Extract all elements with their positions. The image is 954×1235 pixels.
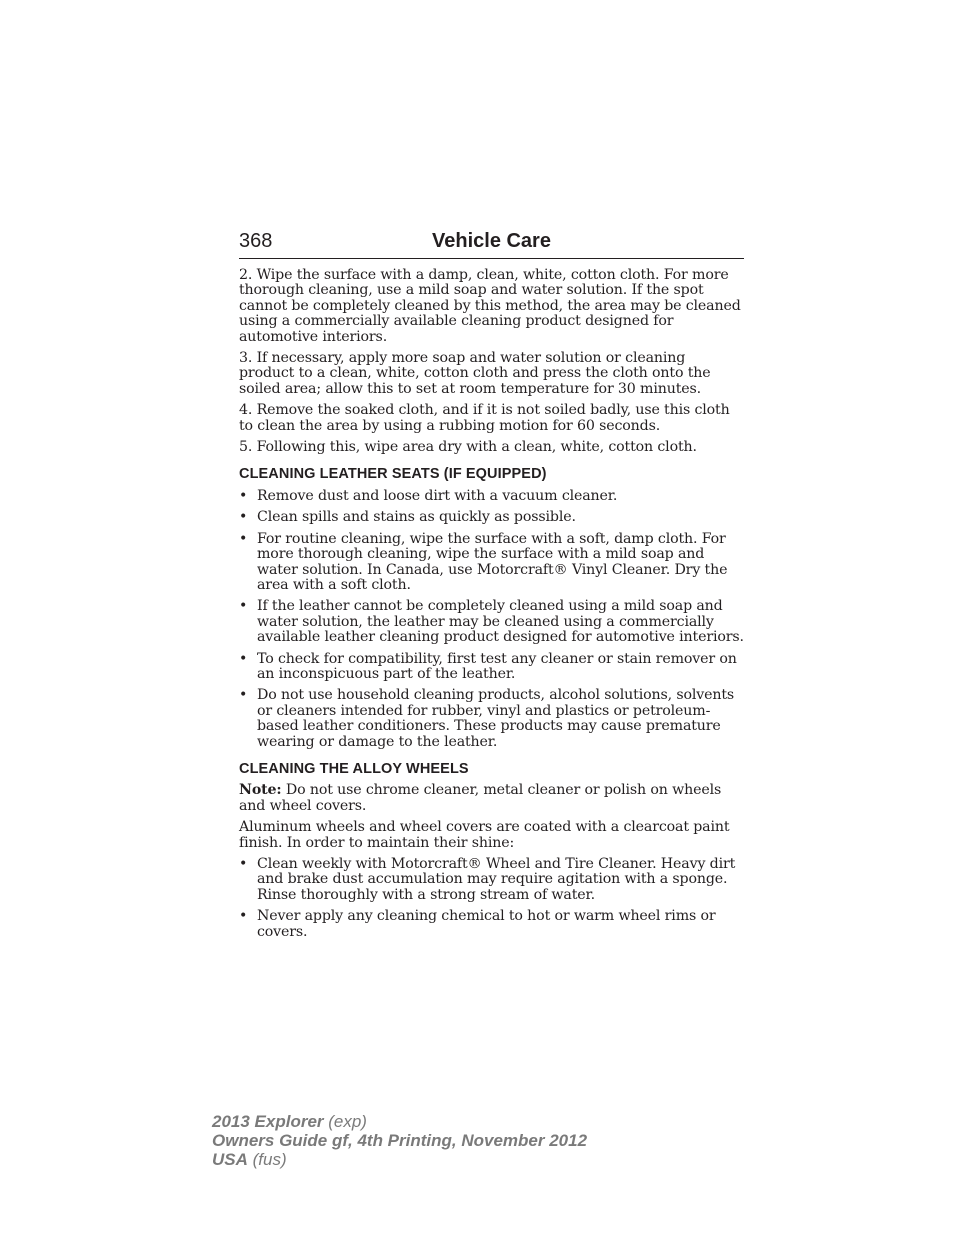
- list-item: • Remove dust and loose dirt with a vacuum cleaner.: [239, 487, 618, 504]
- leather-heading: CLEANING LEATHER SEATS (IF EQUIPPED): [239, 466, 547, 483]
- wheels-note: [239, 783, 744, 814]
- bullet: •: [239, 687, 248, 704]
- bullet: •: [239, 856, 248, 872]
- footer-line-1: 2013 Explorer (exp): [212, 1112, 367, 1131]
- step-3: 3. If necessary, apply more soap and water solution or cleaning product to a clean, white, cotton cloth and press the cloth onto the soiled area; allow this to set at room temperature for 30 minutes.: [239, 350, 711, 397]
- list-item: • Clean spills and stains as quickly as possible.: [239, 509, 576, 526]
- step-2: 2. Wipe the surface with a damp, clean, white, cotton cloth. For more thorough cleaning, use a mild soap and water solution. If the spot cannot be completely cleaned by this method, the area may be cleaned using a commercially available cleaning product designed for automotive interiors.: [239, 267, 741, 345]
- bullet: •: [239, 487, 248, 504]
- leather-list: [239, 489, 744, 750]
- page-header: [239, 228, 744, 259]
- list-item: • Never apply any cleaning chemical to hot or warm wheel rims or covers.: [239, 908, 716, 940]
- page-title: Vehicle Care: [432, 230, 551, 252]
- wheels-list: [239, 857, 744, 940]
- page-footer: [212, 1112, 587, 1169]
- bullet: •: [239, 598, 248, 615]
- wheels-heading: CLEANING THE ALLOY WHEELS: [239, 760, 469, 777]
- step-5: 5. Following this, wipe area dry with a clean, white, cotton cloth.: [239, 439, 697, 456]
- bullet: •: [239, 908, 248, 925]
- bullet: •: [239, 650, 248, 667]
- list-item: • If the leather cannot be completely cleaned using a mild soap and water solution, the leather may be cleaned using a commercially available leather cleaning product designed for automotive interiors.: [239, 598, 744, 646]
- bullet: •: [239, 530, 248, 547]
- page-content: [239, 268, 744, 946]
- wheels-paragraph: Aluminum wheels and wheel covers are coated with a clearcoat paint finish. In order to maintain their shine:: [239, 819, 730, 851]
- bullet: •: [239, 509, 248, 526]
- list-item: • Clean weekly with Motorcraft® Wheel and Tire Cleaner. Heavy dirt and brake dust accumulation may require agitation with a sponge. Rinse thoroughly with a strong stream of water.: [239, 856, 736, 903]
- footer-line-3: USA (fus): [212, 1150, 287, 1169]
- footer-line-2: Owners Guide gf, 4th Printing, November 2012: [212, 1131, 588, 1150]
- list-item: • Do not use household cleaning products, alcohol solutions, solvents or cleaners intended for rubber, vinyl and plastics or petroleum-based leather conditioners. These products may cause premature wearing or damage to the leather.: [239, 687, 735, 750]
- page-number: 368: [239, 230, 273, 252]
- list-item: • For routine cleaning, wipe the surface with a soft, damp cloth. For more thorough cleaning, wipe the surface with a mild soap and water solution. In Canada, use Motorcraft® Vinyl Cleaner. Dry the area with a soft cloth.: [239, 530, 728, 593]
- step-4: 4. Remove the soaked cloth, and if it is not soiled badly, use this cloth to clean the area by using a rubbing motion for 60 seconds.: [239, 402, 730, 434]
- note-text: Do not use chrome cleaner, metal cleaner or polish on wheels and wheel covers.: [239, 782, 722, 814]
- list-item: • To check for compatibility, first test any cleaner or stain remover on an inconspicuous part of the leather.: [239, 650, 737, 682]
- note-label: Note:: [239, 782, 282, 799]
